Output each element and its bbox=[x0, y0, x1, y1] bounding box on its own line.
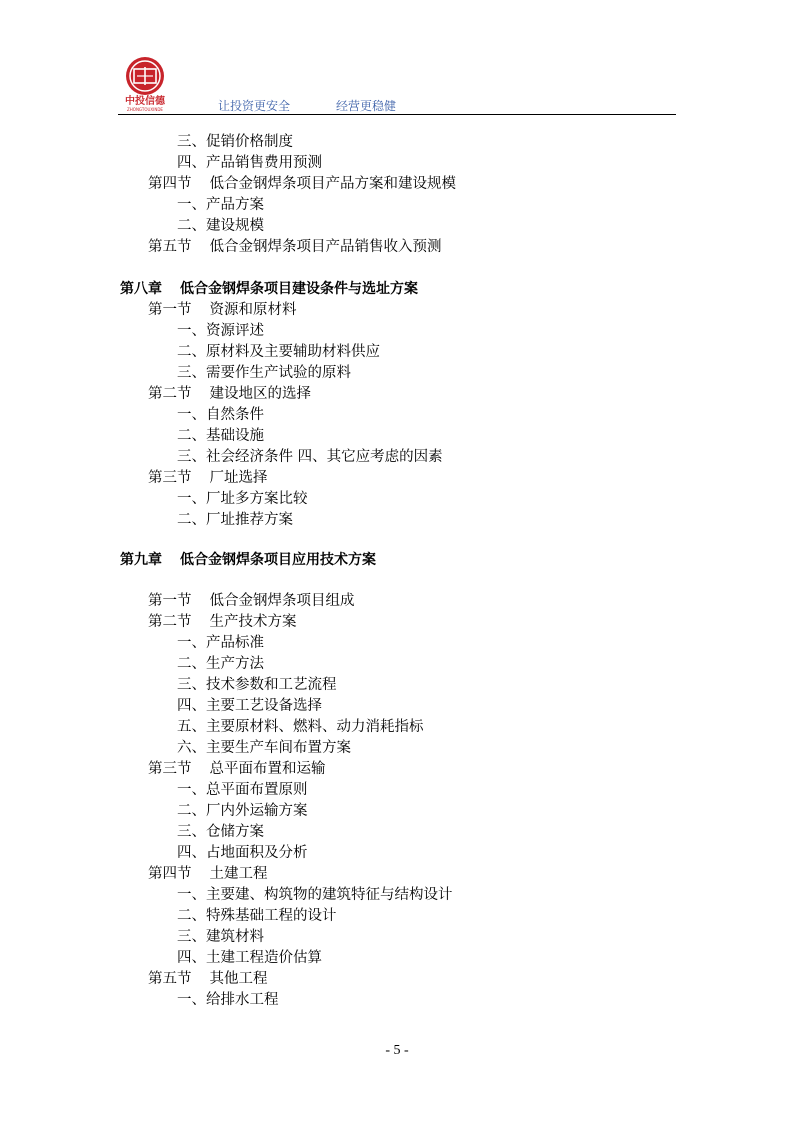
toc-item-line: 三、需要作生产试验的原料 bbox=[177, 365, 351, 381]
toc-section-number: 第四节 bbox=[148, 176, 192, 192]
toc-item-line: 二、基础设施 bbox=[177, 428, 264, 444]
toc-section-number: 第五节 bbox=[148, 239, 192, 255]
toc-item-line: 四、占地面积及分析 bbox=[177, 845, 308, 861]
toc-section-number: 第二节 bbox=[148, 614, 192, 630]
company-logo-icon bbox=[118, 54, 172, 112]
page-number: - 5 - bbox=[385, 1043, 409, 1058]
toc-section-line bbox=[148, 384, 311, 404]
toc-item-line: 三、技术参数和工艺流程 bbox=[177, 677, 337, 693]
toc-section-line bbox=[148, 300, 297, 320]
toc-item-line: 二、厂内外运输方案 bbox=[177, 803, 308, 819]
toc-section-title: 厂址选择 bbox=[209, 470, 268, 486]
header-divider bbox=[118, 114, 676, 115]
toc-section-title: 其他工程 bbox=[209, 971, 268, 987]
toc-item-line: 一、产品标准 bbox=[177, 635, 264, 651]
toc-section-title: 低合金钢焊条项目产品方案和建设规模 bbox=[209, 176, 456, 192]
toc-item-line: 六、主要生产车间布置方案 bbox=[177, 740, 351, 756]
toc-item-line: 一、主要建、构筑物的建筑特征与结构设计 bbox=[177, 887, 453, 903]
toc-section-title: 总平面布置和运输 bbox=[209, 761, 326, 777]
toc-section-number: 第二节 bbox=[148, 386, 192, 402]
toc-chapter-title: 低合金钢焊条项目应用技术方案 bbox=[180, 552, 376, 568]
toc-section-line bbox=[148, 174, 456, 194]
toc-item-line: 四、土建工程造价估算 bbox=[177, 950, 322, 966]
toc-section-title: 低合金钢焊条项目产品销售收入预测 bbox=[209, 239, 442, 255]
toc-item-line: 三、社会经济条件 四、其它应考虑的因素 bbox=[177, 449, 443, 465]
toc-item-line: 三、仓储方案 bbox=[177, 824, 264, 840]
toc-item-line: 一、给排水工程 bbox=[177, 992, 279, 1008]
toc-section-number: 第三节 bbox=[148, 761, 192, 777]
toc-section-line bbox=[148, 612, 297, 632]
toc-item-line: 三、促销价格制度 bbox=[177, 134, 293, 150]
toc-section-line bbox=[148, 591, 355, 611]
toc-section-title: 土建工程 bbox=[209, 866, 268, 882]
toc-item-line: 二、原材料及主要辅助材料供应 bbox=[177, 344, 380, 360]
toc-chapter-line bbox=[120, 550, 376, 570]
toc-section-line bbox=[148, 864, 268, 884]
toc-chapter-title: 低合金钢焊条项目建设条件与选址方案 bbox=[180, 281, 418, 297]
toc-chapter-number: 第九章 bbox=[120, 552, 162, 568]
toc-section-number: 第一节 bbox=[148, 593, 192, 609]
toc-section-title: 建设地区的选择 bbox=[209, 386, 311, 402]
toc-section-number: 第四节 bbox=[148, 866, 192, 882]
slogan-safety: 让投资更安全 bbox=[218, 99, 291, 113]
toc-item-line: 一、自然条件 bbox=[177, 407, 264, 423]
page-header bbox=[118, 54, 676, 116]
toc-section-title: 资源和原材料 bbox=[209, 302, 297, 318]
toc-section-line bbox=[148, 759, 326, 779]
toc-section-line bbox=[148, 468, 268, 488]
toc-item-line: 一、总平面布置原则 bbox=[177, 782, 308, 798]
toc-item-line: 二、特殊基础工程的设计 bbox=[177, 908, 337, 924]
toc-chapter-number: 第八章 bbox=[120, 281, 162, 297]
slogan-stability: 经营更稳健 bbox=[336, 99, 397, 113]
toc-section-line bbox=[148, 237, 442, 257]
toc-item-line: 三、建筑材料 bbox=[177, 929, 264, 945]
toc-section-number: 第一节 bbox=[148, 302, 192, 318]
toc-chapter-line bbox=[120, 279, 418, 299]
toc-item-line: 一、资源评述 bbox=[177, 323, 264, 339]
toc-item-line: 二、生产方法 bbox=[177, 656, 264, 672]
toc-section-number: 第五节 bbox=[148, 971, 192, 987]
toc-section-line bbox=[148, 969, 268, 989]
toc-item-line: 二、建设规模 bbox=[177, 218, 264, 234]
toc-item-line: 一、产品方案 bbox=[177, 197, 264, 213]
toc-item-line: 五、主要原材料、燃料、动力消耗指标 bbox=[177, 719, 424, 735]
toc-item-line: 一、厂址多方案比较 bbox=[177, 491, 308, 507]
toc-section-number: 第三节 bbox=[148, 470, 192, 486]
logo-text: 中投信德 bbox=[125, 96, 165, 107]
toc-item-line: 四、主要工艺设备选择 bbox=[177, 698, 322, 714]
toc-section-title: 低合金钢焊条项目组成 bbox=[209, 593, 355, 609]
toc-item-line: 四、产品销售费用预测 bbox=[177, 155, 322, 171]
toc-section-title: 生产技术方案 bbox=[209, 614, 297, 630]
logo-subtext: ZHONGTOUXINDE bbox=[127, 107, 163, 112]
toc-item-line: 二、厂址推荐方案 bbox=[177, 512, 293, 528]
